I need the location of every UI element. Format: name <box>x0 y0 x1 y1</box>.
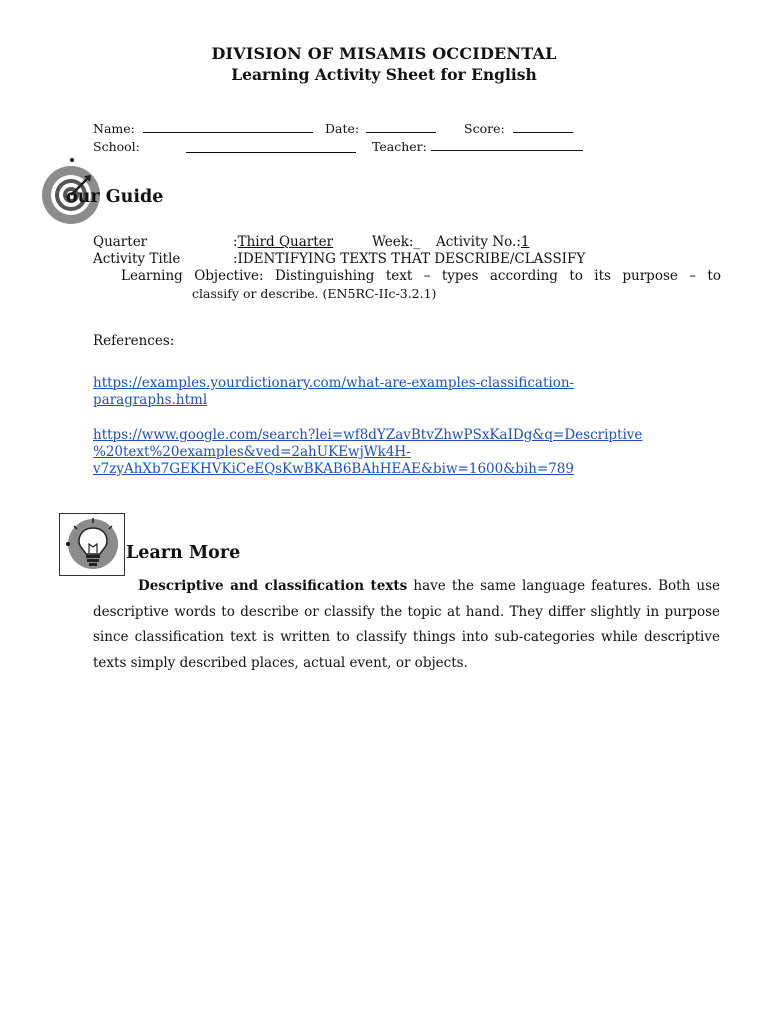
lightbulb-icon-frame <box>59 513 125 576</box>
name-field[interactable] <box>93 121 313 136</box>
name-label: Name: <box>93 121 135 136</box>
activity-title-label: Activity Title <box>93 251 181 267</box>
sheet-subtitle: Learning Activity Sheet for English <box>231 65 537 84</box>
lightbulb-icon <box>60 514 124 575</box>
bullet-dot <box>70 158 74 162</box>
learn-more-lead: Descriptive and classification texts <box>138 578 408 594</box>
quarter-value-row: :Third Quarter <box>233 234 334 250</box>
school-label: School: <box>93 139 140 154</box>
quarter-label: Quarter <box>93 234 148 250</box>
score-field[interactable] <box>464 121 573 136</box>
activity-title-value: :IDENTIFYING TEXTS THAT DESCRIBE/CLASSIFY <box>233 251 586 267</box>
school-field[interactable] <box>93 139 140 154</box>
reference-link-2-line-1[interactable]: https://www.google.com/search?lei=wf8dYZavBtvZhwPSxKaIDg&q=Descriptive <box>93 427 643 443</box>
week-label: Week:_ <box>372 234 421 250</box>
references-label: References: <box>93 333 175 349</box>
activity-no <box>436 234 529 250</box>
reference-link-1-line-2[interactable]: paragraphs.html <box>93 392 208 408</box>
learn-more-paragraph <box>93 574 720 676</box>
reference-link-2[interactable] <box>93 427 642 478</box>
date-field[interactable] <box>325 121 436 136</box>
name-blank[interactable] <box>143 121 313 133</box>
date-label: Date: <box>325 121 360 136</box>
date-blank[interactable] <box>366 121 436 133</box>
teacher-label: Teacher: <box>372 139 427 154</box>
teacher-blank[interactable] <box>431 139 583 151</box>
activity-no-value: 1 <box>520 234 530 250</box>
guide-title: our Guide <box>66 187 164 207</box>
score-blank[interactable] <box>513 121 573 133</box>
objective-line-1: Learning Objective: Distinguishing text – types according to its purpose – to <box>121 268 721 284</box>
division-title: DIVISION OF MISAMIS OCCIDENTAL <box>211 44 557 63</box>
score-label: Score: <box>464 121 505 136</box>
teacher-field[interactable] <box>372 139 583 154</box>
school-blank[interactable] <box>186 141 356 153</box>
activity-no-label: Activity No.: <box>436 234 521 250</box>
reference-link-2-line-2[interactable]: %20text%20examples&ved=2ahUKEwjWk4H- <box>93 444 411 460</box>
learn-more-body: have the same language features. Both use descriptive words to describe or classify the topic at hand. They differ slightly in purpose since classification text is written to classify things into sub-categories while descriptive texts simply described places, actual event, or objects. <box>93 578 720 671</box>
objective-line-2: classify or describe. (EN5RC-IIc-3.2.1) <box>192 286 437 301</box>
reference-link-1[interactable] <box>93 375 574 409</box>
learn-more-title: Learn More <box>126 543 241 563</box>
reference-link-1-line-1[interactable]: https://examples.yourdictionary.com/what-are-examples-classification- <box>93 375 575 391</box>
reference-link-2-line-3[interactable]: v7zyAhXb7GEKHVKiCeEQsKwBKAB6BAhHEAE&biw=1600&bih=789 <box>93 461 574 477</box>
quarter-value: Third Quarter <box>237 234 334 250</box>
